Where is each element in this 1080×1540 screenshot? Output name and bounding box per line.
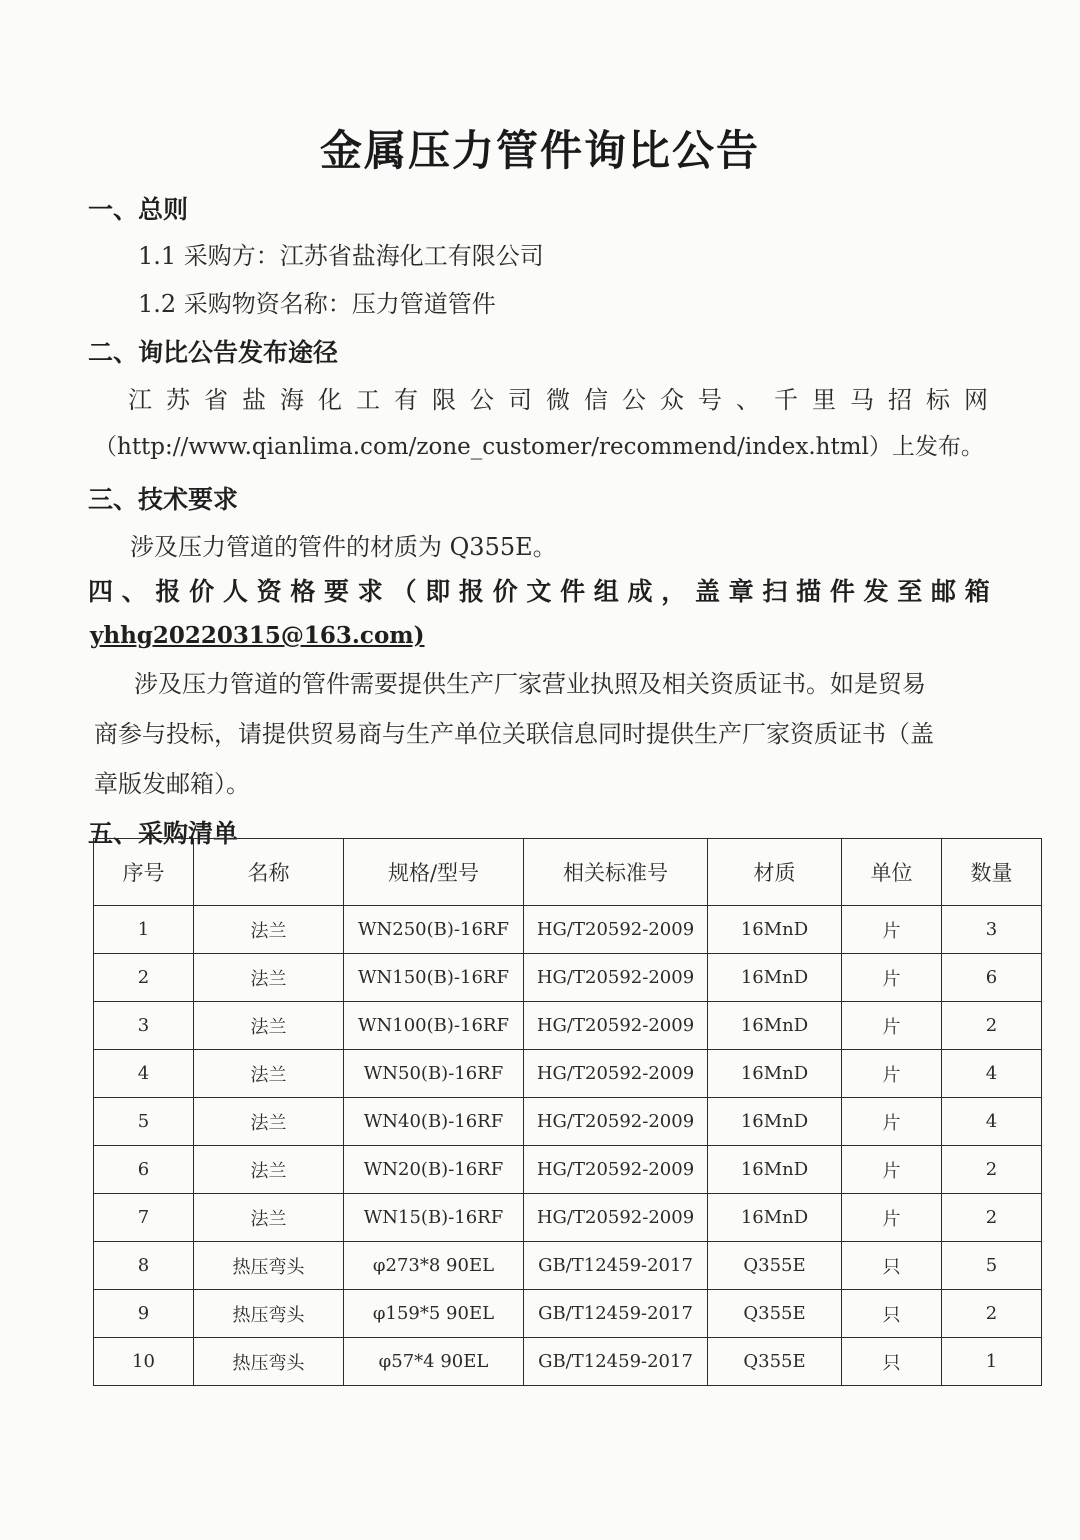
index-cell: 8 — [94, 1242, 194, 1290]
section-4-heading-char: 资 — [256, 577, 282, 606]
quantity-cell: 4 — [942, 1098, 1042, 1146]
section-4-heading-char: （ — [391, 577, 417, 606]
publish-channel-char: 苏 — [166, 386, 190, 414]
section-4-heading-char: 要 — [324, 577, 350, 606]
publish-channel-char: 千 — [774, 386, 798, 414]
unit-cell: 片 — [842, 1098, 942, 1146]
name-cell: 法兰 — [194, 1098, 344, 1146]
quantity-cell: 2 — [942, 1002, 1042, 1050]
table-body — [94, 906, 1042, 1386]
publish-channel-char: 标 — [926, 386, 950, 414]
table-row — [94, 1290, 1042, 1338]
table-row — [94, 1194, 1042, 1242]
unit-cell: 片 — [842, 1002, 942, 1050]
table-row — [94, 1242, 1042, 1290]
quantity-cell: 1 — [942, 1338, 1042, 1386]
publish-channel-char: 信 — [584, 386, 608, 414]
col-header-name: 名称 — [194, 839, 344, 906]
index-cell: 3 — [94, 1002, 194, 1050]
section-4-heading-char: 件 — [560, 577, 586, 606]
col-header-material: 材质 — [708, 839, 842, 906]
material-name-line: 1.2 采购物资名称：压力管道管件 — [138, 290, 496, 318]
name-cell: 法兰 — [194, 906, 344, 954]
section-4-heading-char: 邮 — [930, 577, 956, 606]
name-cell: 法兰 — [194, 1194, 344, 1242]
name-cell: 热压弯头 — [194, 1290, 344, 1338]
name-cell: 法兰 — [194, 1002, 344, 1050]
unit-cell: 片 — [842, 906, 942, 954]
material-cell: 16MnD — [708, 1050, 842, 1098]
technical-requirement-text: 涉及压力管道的管件的材质为 Q355E。 — [130, 533, 557, 561]
section-4-heading-char: 章 — [728, 577, 754, 606]
publish-channel-char: 限 — [432, 386, 456, 414]
name-cell: 热压弯头 — [194, 1338, 344, 1386]
index-cell: 9 — [94, 1290, 194, 1338]
index-cell: 5 — [94, 1098, 194, 1146]
publish-channel-char: 工 — [356, 386, 380, 414]
material-cell: 16MnD — [708, 1002, 842, 1050]
publish-channel-char: 有 — [394, 386, 418, 414]
section-4-heading-char: 、 — [121, 577, 147, 606]
unit-cell: 片 — [842, 954, 942, 1002]
unit-cell: 只 — [842, 1242, 942, 1290]
material-cell: 16MnD — [708, 954, 842, 1002]
section-4-heading-char: 四 — [88, 577, 114, 606]
section-3-heading: 三、技术要求 — [88, 485, 239, 514]
material-cell: Q355E — [708, 1338, 842, 1386]
document-title: 金属压力管件询比公告 — [319, 126, 760, 175]
spec-cell: WN150(B)-16RF — [344, 954, 524, 1002]
standard-cell: GB/T12459-2017 — [524, 1338, 708, 1386]
quantity-cell: 5 — [942, 1242, 1042, 1290]
index-cell: 1 — [94, 906, 194, 954]
section-4-heading-char: 求 — [357, 577, 383, 606]
publish-channel-char: 众 — [660, 386, 684, 414]
publish-channel-char: 省 — [204, 386, 228, 414]
publish-channel-char: 公 — [622, 386, 646, 414]
name-cell: 法兰 — [194, 1146, 344, 1194]
material-cell: 16MnD — [708, 906, 842, 954]
section-4-heading-char: 组 — [593, 577, 619, 606]
section-4-heading-char: 扫 — [762, 577, 788, 606]
section-4-heading-char: 描 — [796, 577, 822, 606]
material-cell: 16MnD — [708, 1098, 842, 1146]
section-4-heading-char: 至 — [897, 577, 923, 606]
section-4-heading-char: 成 — [627, 577, 653, 606]
quantity-cell: 4 — [942, 1050, 1042, 1098]
standard-cell: HG/T20592-2009 — [524, 906, 708, 954]
table-row — [94, 1146, 1042, 1194]
spec-cell: φ159*5 90EL — [344, 1290, 524, 1338]
unit-cell: 片 — [842, 1194, 942, 1242]
material-cell: 16MnD — [708, 1194, 842, 1242]
material-cell: Q355E — [708, 1290, 842, 1338]
material-cell: Q355E — [708, 1242, 842, 1290]
table-row — [94, 1098, 1042, 1146]
section-4-heading-char: ， — [661, 577, 687, 606]
table-header-row — [94, 839, 1042, 906]
quantity-cell: 3 — [942, 906, 1042, 954]
col-header-standard: 相关标准号 — [524, 839, 708, 906]
spec-cell: WN50(B)-16RF — [344, 1050, 524, 1098]
section-4-heading-char: 盖 — [694, 577, 720, 606]
col-header-spec: 规格/型号 — [344, 839, 524, 906]
quantity-cell: 2 — [942, 1194, 1042, 1242]
col-header-quantity: 数量 — [942, 839, 1042, 906]
publish-channel-char: 里 — [812, 386, 836, 414]
publish-channel-char: 微 — [546, 386, 570, 414]
section-4-heading-char: 报 — [155, 577, 181, 606]
spec-cell: φ273*8 90EL — [344, 1242, 524, 1290]
spec-cell: WN100(B)-16RF — [344, 1002, 524, 1050]
spec-cell: WN250(B)-16RF — [344, 906, 524, 954]
material-cell: 16MnD — [708, 1146, 842, 1194]
publish-channel-char: 江 — [128, 386, 152, 414]
publish-channel-char: 马 — [850, 386, 874, 414]
name-cell: 法兰 — [194, 1050, 344, 1098]
standard-cell: HG/T20592-2009 — [524, 954, 708, 1002]
unit-cell: 片 — [842, 1050, 942, 1098]
table-row — [94, 1338, 1042, 1386]
publish-channel-char: 、 — [736, 386, 760, 414]
section-4-heading-char: 报 — [458, 577, 484, 606]
index-cell: 4 — [94, 1050, 194, 1098]
purchaser-line: 1.1 采购方：江苏省盐海化工有限公司 — [138, 242, 544, 270]
section-1-heading: 一、总则 — [88, 195, 189, 224]
table-row — [94, 954, 1042, 1002]
standard-cell: HG/T20592-2009 — [524, 1194, 708, 1242]
section-4-heading-char: 价 — [492, 577, 518, 606]
section-4-heading-char: 箱 — [964, 577, 990, 606]
section-4-heading-char: 价 — [189, 577, 215, 606]
publish-channel-char: 司 — [508, 386, 532, 414]
section-4-heading-char: 人 — [222, 577, 248, 606]
publish-channel-char: 化 — [318, 386, 342, 414]
section-5-heading: 五、采购清单 — [88, 819, 239, 848]
section-4-heading — [88, 572, 990, 608]
quantity-cell: 6 — [942, 954, 1042, 1002]
section-4-heading-char: 即 — [425, 577, 451, 606]
publish-channel-char: 海 — [280, 386, 304, 414]
publish-url-line: （http://www.qianlima.com/zone_customer/recommend/index.html）上发布。 — [94, 434, 984, 460]
col-header-index: 序号 — [94, 839, 194, 906]
publish-channel-char: 招 — [888, 386, 912, 414]
table-row — [94, 1002, 1042, 1050]
standard-cell: HG/T20592-2009 — [524, 1098, 708, 1146]
section-4-heading-char: 件 — [829, 577, 855, 606]
index-cell: 7 — [94, 1194, 194, 1242]
index-cell: 10 — [94, 1338, 194, 1386]
section-4-heading-char: 格 — [290, 577, 316, 606]
publish-channel-char: 网 — [964, 386, 988, 414]
email-address: yhhg20220315@163.com) — [90, 622, 425, 649]
publish-channel-char: 公 — [470, 386, 494, 414]
table-row — [94, 906, 1042, 954]
spec-cell: WN15(B)-16RF — [344, 1194, 524, 1242]
publish-channel-char: 盐 — [242, 386, 266, 414]
publish-channel-char: 号 — [698, 386, 722, 414]
name-cell: 热压弯头 — [194, 1242, 344, 1290]
qualification-line-3: 章版发邮箱）。 — [94, 770, 250, 798]
spec-cell: WN20(B)-16RF — [344, 1146, 524, 1194]
section-4-heading-char: 发 — [863, 577, 889, 606]
standard-cell: HG/T20592-2009 — [524, 1146, 708, 1194]
standard-cell: GB/T12459-2017 — [524, 1290, 708, 1338]
section-4-heading-char: 文 — [526, 577, 552, 606]
procurement-table — [93, 838, 1042, 1386]
quantity-cell: 2 — [942, 1290, 1042, 1338]
table-row — [94, 1050, 1042, 1098]
unit-cell: 只 — [842, 1290, 942, 1338]
unit-cell: 只 — [842, 1338, 942, 1386]
standard-cell: GB/T12459-2017 — [524, 1242, 708, 1290]
index-cell: 6 — [94, 1146, 194, 1194]
standard-cell: HG/T20592-2009 — [524, 1002, 708, 1050]
section-2-heading: 二、询比公告发布途径 — [88, 338, 339, 367]
unit-cell: 片 — [842, 1146, 942, 1194]
qualification-line-2: 商参与投标，请提供贸易商与生产单位关联信息同时提供生产厂家资质证书（盖 — [94, 720, 934, 748]
standard-cell: HG/T20592-2009 — [524, 1050, 708, 1098]
publish-channel-line — [128, 380, 988, 415]
qualification-line-1: 涉及压力管道的管件需要提供生产厂家营业执照及相关资质证书。如是贸易 — [134, 670, 926, 698]
index-cell: 2 — [94, 954, 194, 1002]
spec-cell: φ57*4 90EL — [344, 1338, 524, 1386]
spec-cell: WN40(B)-16RF — [344, 1098, 524, 1146]
name-cell: 法兰 — [194, 954, 344, 1002]
col-header-unit: 单位 — [842, 839, 942, 906]
quantity-cell: 2 — [942, 1146, 1042, 1194]
